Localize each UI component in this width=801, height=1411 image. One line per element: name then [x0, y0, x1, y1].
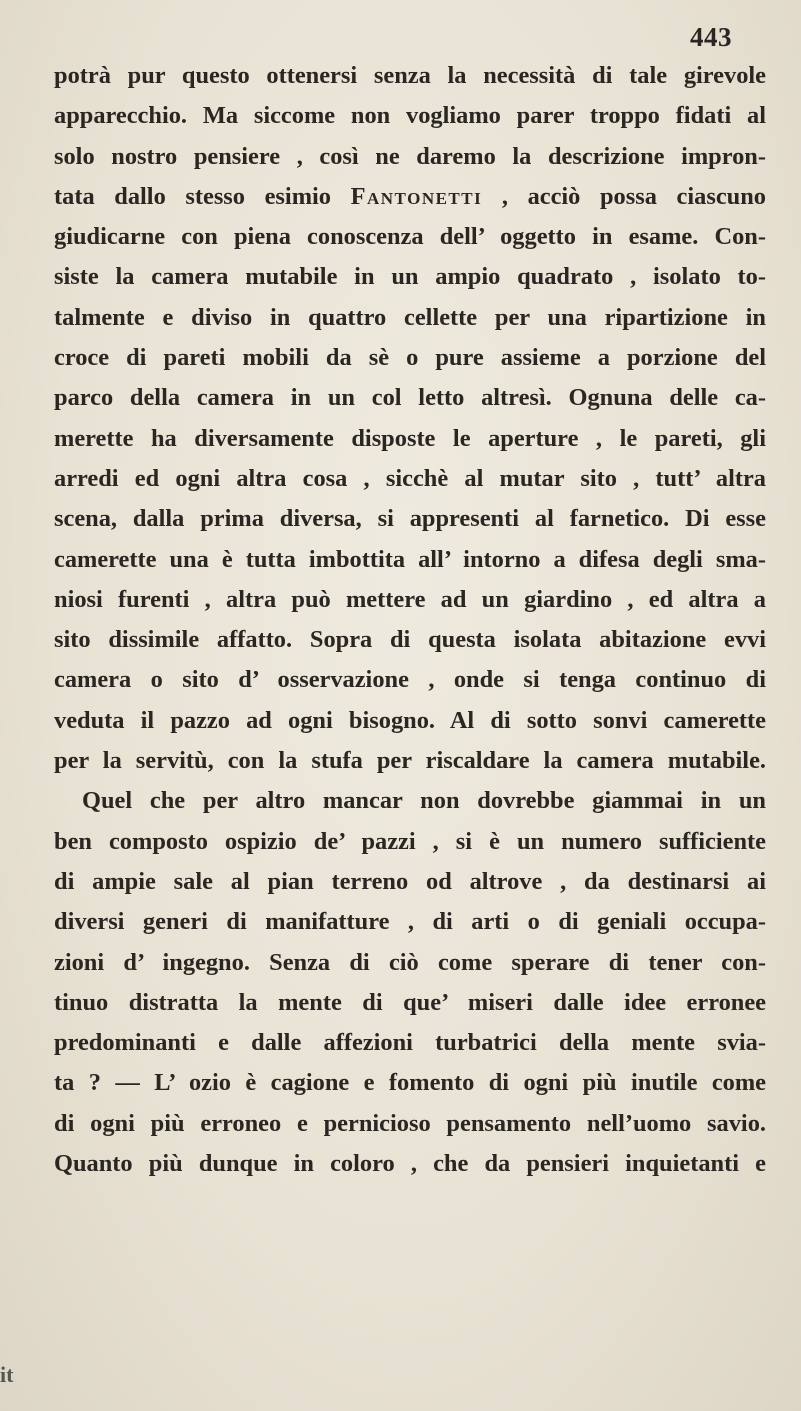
text-line-27: di ogni più erroneo e pernicioso pensamento nell’uomo savio. [54, 1109, 766, 1137]
text-line-13: camerette una è tutta imbottita all’ intorno a difesa degli sma- [54, 545, 766, 573]
text-line-17: veduta il pazzo ad ogni bisogno. Al di sotto sonvi camerette [54, 706, 766, 734]
text-line-18: per la servitù, con la stufa per riscaldare la camera mutabile. [54, 747, 766, 775]
text-line-4-after: , acciò possa ciascuno [482, 182, 766, 210]
body-text [54, 56, 766, 1184]
text-line-3: solo nostro pensiere , così ne daremo la descrizione impron- [54, 142, 766, 170]
author-name: Fantonetti [350, 182, 483, 210]
text-line-11: arredi ed ogni altra cosa , sicchè al mutar sito , tutt’ altra [54, 464, 766, 492]
text-line-15: sito dissimile affatto. Sopra di questa isolata abitazione evvi [54, 626, 766, 654]
corner-mark: it [0, 1362, 14, 1387]
text-line-20: ben composto ospizio de’ pazzi , si è un numero sufficiente [54, 827, 766, 855]
text-line-19: Quel che per altro mancar non dovrebbe giammai in un [82, 787, 766, 815]
text-line-4-before: tata dallo stesso esimio [54, 182, 351, 210]
text-line-14: niosi furenti , altra può mettere ad un giardino , ed altra a [54, 585, 766, 613]
text-line-16: camera o sito d’ osservazione , onde si tenga continuo di [54, 666, 766, 694]
text-line-5: giudicarne con piena conoscenza dell’ oggetto in esame. Con- [54, 223, 766, 251]
text-line-22: diversi generi di manifatture , di arti o di geniali occupa- [54, 908, 766, 936]
text-line-9: parco della camera in un col letto altresì. Ognuna delle ca- [54, 384, 766, 412]
text-line-4 [54, 177, 766, 217]
text-line-12: scena, dalla prima diversa, si appresenti al farnetico. Di esse [54, 505, 766, 533]
text-line-23: zioni d’ ingegno. Senza di ciò come sperare di tener con- [54, 948, 766, 976]
text-line-28: Quanto più dunque in coloro , che da pensieri inquietanti e [54, 1150, 766, 1178]
text-line-2: apparecchio. Ma siccome non vogliamo parer troppo fidati al [54, 102, 766, 130]
text-line-24: tinuo distratta la mente di que’ miseri dalle idee erronee [54, 988, 766, 1016]
text-line-8: croce di pareti mobili da sè o pure assieme a porzione del [54, 344, 766, 372]
text-line-26: ta ? — L’ ozio è cagione e fomento di ogni più inutile come [54, 1069, 766, 1097]
text-line-10: merette ha diversamente disposte le aperture , le pareti, gli [54, 424, 766, 452]
text-line-21: di ampie sale al pian terreno od altrove , da destinarsi ai [54, 867, 766, 895]
text-line-7: talmente e diviso in quattro cellette per una ripartizione in [54, 303, 766, 331]
page-number: 443 [690, 22, 732, 52]
text-line-6: siste la camera mutabile in un ampio quadrato , isolato to- [54, 263, 766, 291]
text-line-25: predominanti e dalle affezioni turbatrici della mente svia- [54, 1029, 766, 1057]
text-line-1: potrà pur questo ottenersi senza la necessità di tale girevole [54, 62, 766, 89]
